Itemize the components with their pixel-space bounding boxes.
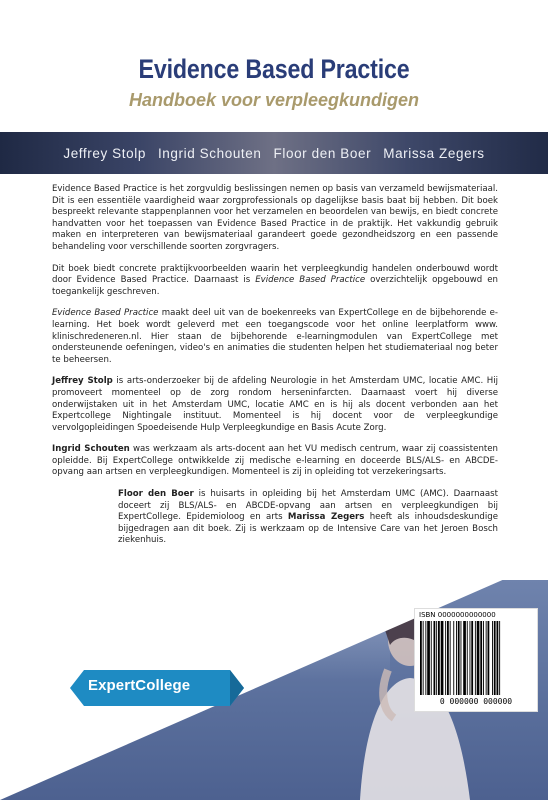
publisher-logo [70, 668, 245, 708]
barcode-bar [427, 621, 430, 695]
author-name: Marissa Zegers [383, 145, 485, 161]
author-name: Ingrid Schouten [157, 145, 262, 161]
title-block [0, 0, 548, 132]
blurb-paragraph: Evidence Based Practice is het zorgvuldig beslissingen nemen op basis van verzameld bewijsmateriaal. Dit is een essentiële vaardigheid waar zorgprofessionals op dagelijkse basis baat bij hebben. Dit boek bespreekt relevante stappenplannen voor het verzamelen en beoordelen van bewijs, en biedt concrete handvatten voor het toepassen van Evidence Based Practice in de praktijk. Het vakkundig gebruik maken en interpreteren van bewijsmateriaal garandeert goede gezondheidszorg en een passende behandeling voor verschillende soorten zorgvragers. [52, 184, 498, 252]
barcode-bar [420, 621, 422, 695]
barcode-bar [450, 621, 451, 695]
barcode-bar [458, 621, 460, 695]
barcode-bar [480, 621, 482, 695]
barcode-bar [461, 621, 462, 695]
blurb-text [52, 184, 498, 557]
author-bio-name: Jeffrey Stolp [52, 376, 113, 387]
barcode-bar [475, 621, 476, 695]
author-bio-name: Floor den Boer [118, 489, 194, 500]
barcode-bar [470, 621, 471, 695]
barcode-bar [453, 621, 454, 695]
author-bio: Floor den Boer is huisarts in opleiding bij het Amsterdam UMC (AMC). Daarnaast doceert zij BLS/ALS- en ABCDE-opvang aan artsen en verpleegkundigen bij ExpertCollege. Epidemioloog en arts Marissa Zegers heeft als inhoudsdeskundige bijgedragen aan dit boek. Zij is werkzaam op de Intensive Care van het Jeroen Bosch ziekenhuis. [118, 489, 499, 546]
publisher-logo-text: ExpertCollege [88, 677, 191, 694]
barcode-bar [477, 621, 480, 695]
isbn-barcode [414, 608, 538, 712]
author-list [0, 132, 548, 174]
barcode-bar [423, 621, 424, 695]
barcode-bar [486, 621, 487, 695]
author-band [0, 132, 548, 174]
barcode-bar [441, 621, 444, 695]
barcode-bar [438, 621, 440, 695]
barcode-bar [463, 621, 466, 695]
barcode-bar [483, 621, 484, 695]
author-bio-name: Marissa Zegers [287, 512, 365, 523]
book-subtitle: Handboek voor verpleegkundigen [128, 90, 420, 110]
blurb-paragraph: Dit boek biedt concrete praktijkvoorbeelden waarin het verpleegkundig handelen onderbouwd wordt door Evidence Based Practice. Daarnaast is Evidence Based Practice overzichtelijk opgebouwd en toegankelijk geschreven. [52, 263, 498, 297]
author-bio-name: Ingrid Schouten [52, 444, 130, 455]
barcode-bar [425, 621, 426, 695]
author-name: Floor den Boer [273, 145, 372, 161]
barcode-bar [447, 621, 449, 695]
barcode-digits: 0 000000 000000 [439, 697, 513, 706]
barcode-bar [456, 621, 457, 695]
barcode-bars [420, 621, 532, 695]
barcode-bar [471, 621, 473, 695]
barcode-bar [434, 621, 436, 695]
author-name: Jeffrey Stolp [63, 145, 146, 161]
barcode-bar [431, 621, 432, 695]
barcode-bar [494, 621, 496, 695]
barcode-bar [499, 621, 500, 695]
barcode-bar [497, 621, 499, 695]
barcode-bar [445, 621, 446, 695]
blurb-paragraph: Evidence Based Practice maakt deel uit van de boekenreeks van ExpertCollege en de bijbehorende e-learning. Het boek wordt geleverd met een toegangscode voor het online leerplatform www. klinischredeneren.nl. Hier staan de bijbehorende e-learningmodulen van ExpertCollege met ondersteunende oefeningen, video's en animaties die studenten helpen het studiemateriaal nog beter te beheersen. [52, 308, 498, 365]
isbn-label: ISBN 0000000000000 [419, 611, 496, 619]
barcode-bar [467, 621, 468, 695]
barcode-bar [436, 621, 437, 695]
barcode-bar [488, 621, 490, 695]
barcode-bar [492, 621, 493, 695]
author-bio: Ingrid Schouten was werkzaam als arts-docent aan het VU medisch centrum, waar zij coassistenten opleidde. Bij ExpertCollege ontwikkelde zij medische e-learning en doceerde BLS/ALS- en ABCDE-opvang aan artsen en verpleegkundigen. Momenteel is zij in opleiding tot verzekeringsarts. [52, 444, 498, 478]
author-bio: Jeffrey Stolp is arts-onderzoeker bij de afdeling Neurologie in het Amsterdam UMC, locatie AMC. Hij promoveert momenteel op de zorg rondom herseninfarcten. Daarnaast voert hij diverse onderwijstaken uit in het Amsterdam UMC, locatie AMC en is hij als docent verbonden aan het Expertcollege Nightingale instituut. Momenteel is hij docent voor de verpleegkundige vervolgopleidingen Spoedeisende Hulp Verpleegkundige en Basis Acute Zorg. [52, 376, 498, 433]
book-title: Evidence Based Practice [138, 54, 410, 84]
